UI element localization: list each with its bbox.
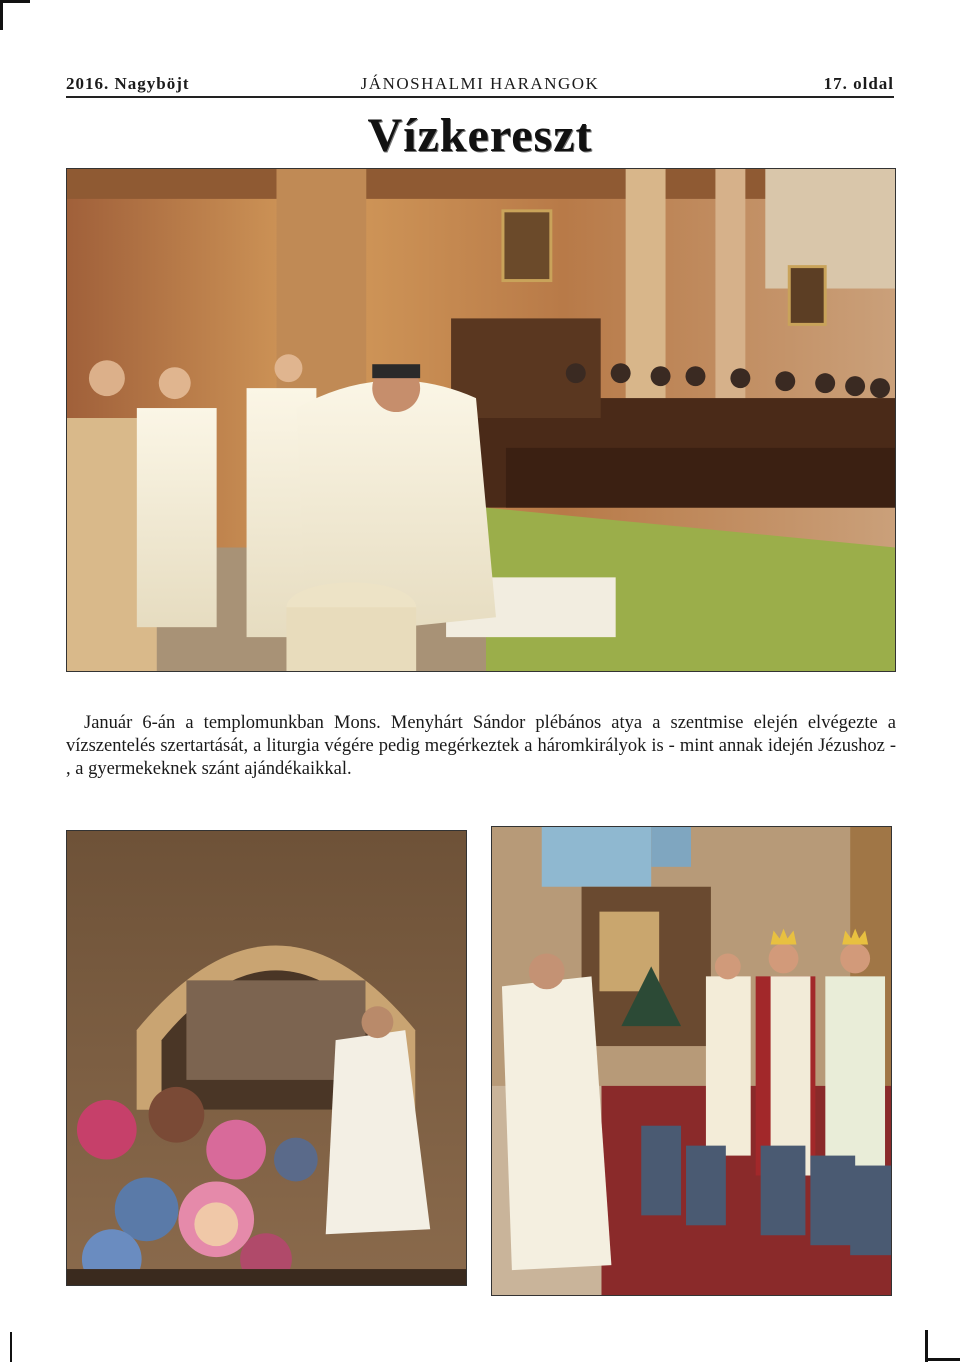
page-number: 17. oldal xyxy=(823,74,894,93)
photo-water-blessing xyxy=(66,168,896,672)
publication-name: JÁNOSHALMI HARANGOK xyxy=(360,74,600,93)
running-header xyxy=(66,74,894,96)
photo-caption: Január 6-án a templomunkban Mons. Menyhárt Sándor plébános atya a szentmise elején elvégezte a vízszentelés szertartását, a liturgia végére pedig megérkeztek a háromkirályok is - mint annak idején Jézushoz - , a gyermekeknek szánt ajándékaikkal. xyxy=(66,713,896,779)
issue-label: 2016. Nagyböjt xyxy=(66,74,190,93)
crop-mark-bottom-left xyxy=(10,1332,12,1362)
photo-children-blessing xyxy=(66,830,467,1286)
header-rule xyxy=(66,96,894,98)
page-title: Vízkereszt xyxy=(367,109,593,162)
crop-mark-top-left-v xyxy=(0,0,3,30)
crop-mark-top-left-h xyxy=(0,0,30,3)
crop-mark-bottom-right-h xyxy=(925,1358,960,1361)
photo-three-kings xyxy=(491,826,892,1296)
